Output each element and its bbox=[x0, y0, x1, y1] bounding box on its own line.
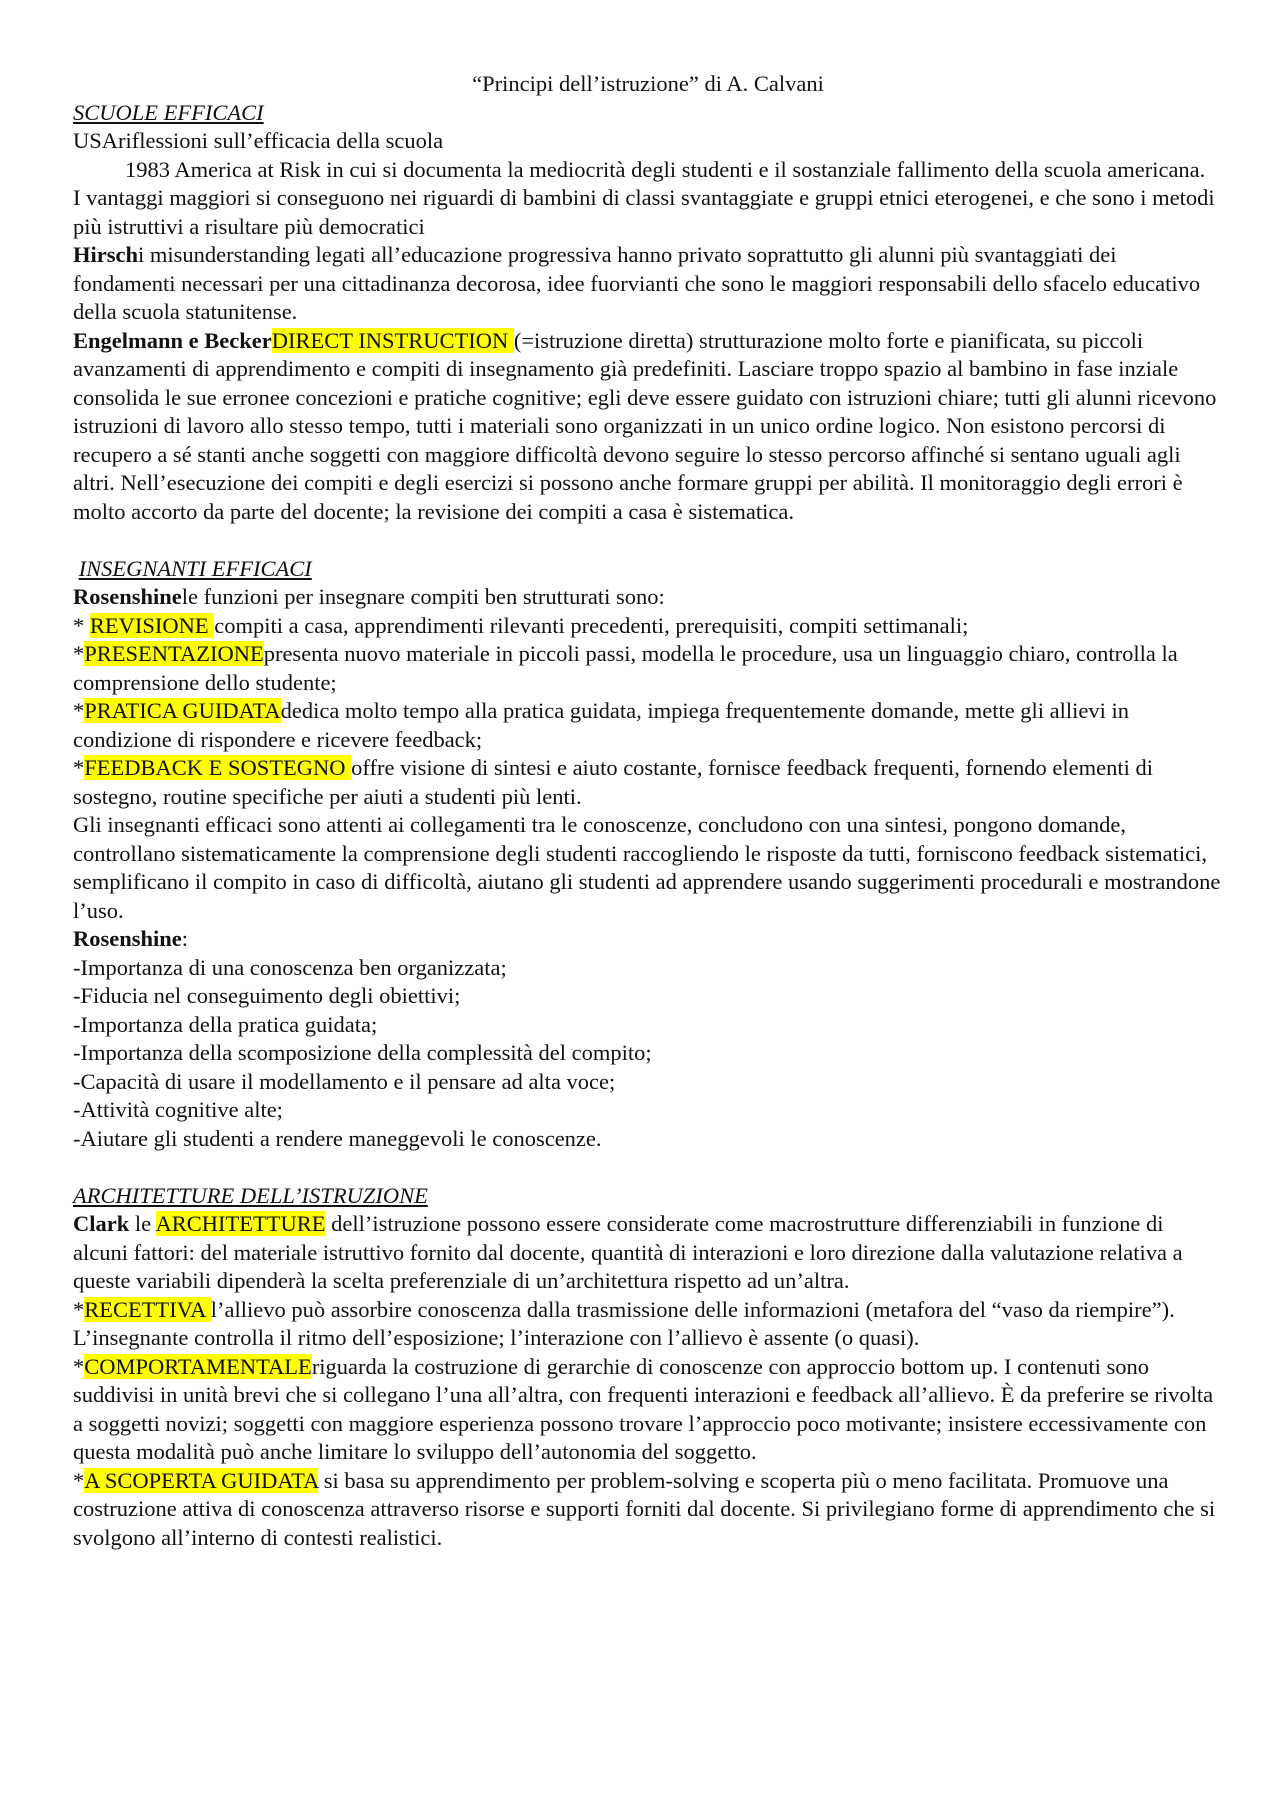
document-page bbox=[73, 70, 1223, 1552]
highlight-term: REVISIONE bbox=[89, 612, 215, 638]
list-item: -Importanza della scomposizione della complessità del compito; bbox=[73, 1040, 652, 1065]
highlight-term: RECETTIVA bbox=[84, 1296, 211, 1322]
paragraph-text: l’allievo può assorbire conoscenza dalla trasmissione delle informazioni (metafora del “vaso da riempire”). L’insegnante controlla il ritmo dell’esposizione; l’interazione con l’allievo è assente (o quasi). bbox=[73, 1296, 1175, 1350]
bullet-scoperta-guidata bbox=[73, 1467, 1223, 1553]
highlight-term: COMPORTAMENTALE bbox=[84, 1353, 312, 1379]
list-item: -Fiducia nel conseguimento degli obiettivi; bbox=[73, 983, 461, 1008]
paragraph-text: si basa su apprendimento per problem-solving e scoperta più o meno facilitata. Promuove una costruzione attiva di conoscenza attraverso risorse e supporti forniti dal docente. Si privilegiano forme di apprendimento che si svolgono all’interno di contesti realistici. bbox=[73, 1467, 1216, 1550]
paragraph-text: compiti a casa, apprendimenti rilevanti precedenti, prerequisiti, compiti settimanali; bbox=[214, 612, 969, 638]
paragraph: I vantaggi maggiori si conseguono nei riguardi di bambini di classi svantaggiate e gruppi etnici eterogenei, e che sono i metodi più istruttivi a risultare più democratici bbox=[73, 185, 1215, 239]
section-heading: SCUOLE EFFICACI bbox=[73, 99, 264, 125]
paragraph bbox=[73, 925, 1223, 954]
list-item: -Attività cognitive alte; bbox=[73, 1097, 283, 1122]
paragraph bbox=[73, 156, 1223, 185]
bullet-feedback bbox=[73, 754, 1223, 811]
highlight-term: FEEDBACK E SOSTEGNO bbox=[84, 755, 352, 780]
list-item: -Capacità di usare il modellamento e il pensare ad alta voce; bbox=[73, 1068, 616, 1094]
highlight-term: PRESENTAZIONE bbox=[84, 641, 264, 666]
paragraph-text: riguarda la costruzione di gerarchie di conoscenze con approccio bottom up. I contenuti sono suddivisi in unità brevi che si collegano l’una all’altra, con frequenti interazioni e feedback all’allievo. È da preferire se rivolta a soggetti novizi; soggetti con maggiore esperienza possono trovare l’approccio poco motivante; insistere eccessivamente con questa modalità può anche limitare lo sviluppo dell’autonomia del soggetto. bbox=[73, 1353, 1214, 1464]
bullet-comportamentale bbox=[73, 1353, 1223, 1467]
section-insegnanti-efficaci bbox=[73, 555, 1223, 1154]
bullet-presentazione bbox=[73, 640, 1223, 697]
author-name: Hirsch bbox=[73, 242, 138, 267]
highlight-term: A SCOPERTA GUIDATA bbox=[84, 1467, 319, 1493]
paragraph-text: (=istruzione diretta) strutturazione molto forte e pianificata, su piccoli avanzamenti di apprendimento e compiti di insegnamento già predefiniti. Lasciare troppo spazio al bambino in fase inziale consolida le sue erronee concezioni e pratiche cognitive; egli deve essere guidato con istruzioni chiare; tutti gli alunni ricevono istruzioni di lavoro allo stesso tempo, tutti i materiali sono organizzati in un unico ordine logico. Non esistono percorsi di recupero a sé stanti anche soggetti con maggiore difficoltà devono seguire lo stesso percorso affinché si sentano uguali agli altri. Nell’esecuzione dei compiti e degli esercizi si possono anche formare gruppi per abilità. Il monitoraggio degli errori è molto accorto da parte del docente; la revisione dei compiti a casa è sistematica. bbox=[73, 327, 1217, 524]
list-item: -Importanza di una conoscenza ben organizzata; bbox=[73, 954, 507, 980]
author-name: Engelmann e Becker bbox=[73, 327, 272, 353]
bullet-recettiva bbox=[73, 1296, 1223, 1353]
paragraph-text: dell’istruzione possono essere considerate come macrostrutture differenziabili in funzione di alcuni fattori: del materiale istruttivo fornito dal docente, quantità di interazioni e loro direzione dalla valutazione relativa a queste variabili dipenderà la scelta preferenziale di un’architettura rispetto ad un’altra. bbox=[73, 1211, 1183, 1293]
bullet-marker: * bbox=[73, 1353, 85, 1379]
paragraph bbox=[73, 583, 1223, 612]
author-name: Clark bbox=[73, 1211, 130, 1236]
paragraph: Gli insegnanti efficaci sono attenti ai collegamenti tra le conoscenze, concludono con una sintesi, pongono domande, controllano sistematicamente la comprensione degli studenti raccogliendo le risposte da tutti, forniscono feedback sistematici, semplificano il compito in caso di difficoltà, aiutano gli studenti ad apprendere usando suggerimenti procedurali e mostrandone l’uso. bbox=[73, 812, 1221, 923]
paragraph-clark bbox=[73, 1210, 1223, 1296]
bullet-marker: * bbox=[73, 1467, 85, 1493]
bullet-marker: * bbox=[73, 755, 85, 780]
section-scuole-efficaci bbox=[73, 99, 1223, 527]
paragraph-text: : bbox=[181, 926, 189, 951]
paragraph-text: 1983 America at Risk in cui si documenta la mediocrità degli studenti e il sostanziale fallimento della scuola americana. bbox=[125, 156, 1206, 182]
paragraph-text: presenta nuovo materiale in piccoli passi, modella le procedure, usa un linguaggio chiaro, controlla la comprensione dello studente; bbox=[73, 641, 1178, 695]
section-heading: INSEGNANTI EFFICACI bbox=[78, 555, 312, 581]
blank-line bbox=[73, 1153, 1223, 1182]
author-name: Rosenshine bbox=[73, 584, 182, 609]
section-heading: ARCHITETTURE DELL’ISTRUZIONE bbox=[73, 1182, 428, 1208]
highlight-term: DIRECT INSTRUCTION bbox=[271, 327, 514, 353]
paragraph-hirsch bbox=[73, 241, 1223, 327]
blank-line bbox=[73, 526, 1223, 555]
paragraph-text: le bbox=[129, 1211, 156, 1236]
list-item: -Aiutare gli studenti a rendere maneggevoli le conoscenze. bbox=[73, 1125, 602, 1151]
highlight-term: ARCHITETTURE bbox=[155, 1211, 326, 1236]
paragraph-text: dedica molto tempo alla pratica guidata, impiega frequentemente domande, mette gli allievi in condizione di rispondere e ricevere feedback; bbox=[73, 698, 1130, 752]
bullet-marker: * bbox=[73, 612, 90, 638]
bullet-marker: * bbox=[73, 698, 85, 723]
document-title: “Principi dell’istruzione” di A. Calvani bbox=[472, 71, 824, 96]
bullet-marker: * bbox=[73, 641, 85, 666]
paragraph-text: i misunderstanding legati all’educazione progressiva hanno privato soprattutto gli alunni più svantaggiati dei fondamenti necessari per una cittadinanza decorosa, idee fuorvianti che sono le maggiori responsabili dello sfacelo educativo della scuola statunitense. bbox=[73, 242, 1201, 324]
section-architetture bbox=[73, 1182, 1223, 1553]
paragraph-text: le funzioni per insegnare compiti ben strutturati sono: bbox=[181, 584, 665, 609]
bullet-marker: * bbox=[73, 1296, 85, 1322]
bullet-pratica-guidata bbox=[73, 697, 1223, 754]
highlight-term: PRATICA GUIDATA bbox=[84, 698, 281, 723]
bullet-revisione bbox=[73, 612, 1223, 641]
paragraph-text: offre visione di sintesi e aiuto costante, fornisce feedback frequenti, fornendo elementi di sostegno, routine specifiche per aiuti a studenti più lenti. bbox=[73, 755, 1153, 809]
list-item: -Importanza della pratica guidata; bbox=[73, 1011, 378, 1037]
paragraph: USAriflessioni sull’efficacia della scuola bbox=[73, 128, 444, 153]
author-name: Rosenshine bbox=[73, 926, 182, 951]
paragraph-engelmann bbox=[73, 327, 1223, 527]
